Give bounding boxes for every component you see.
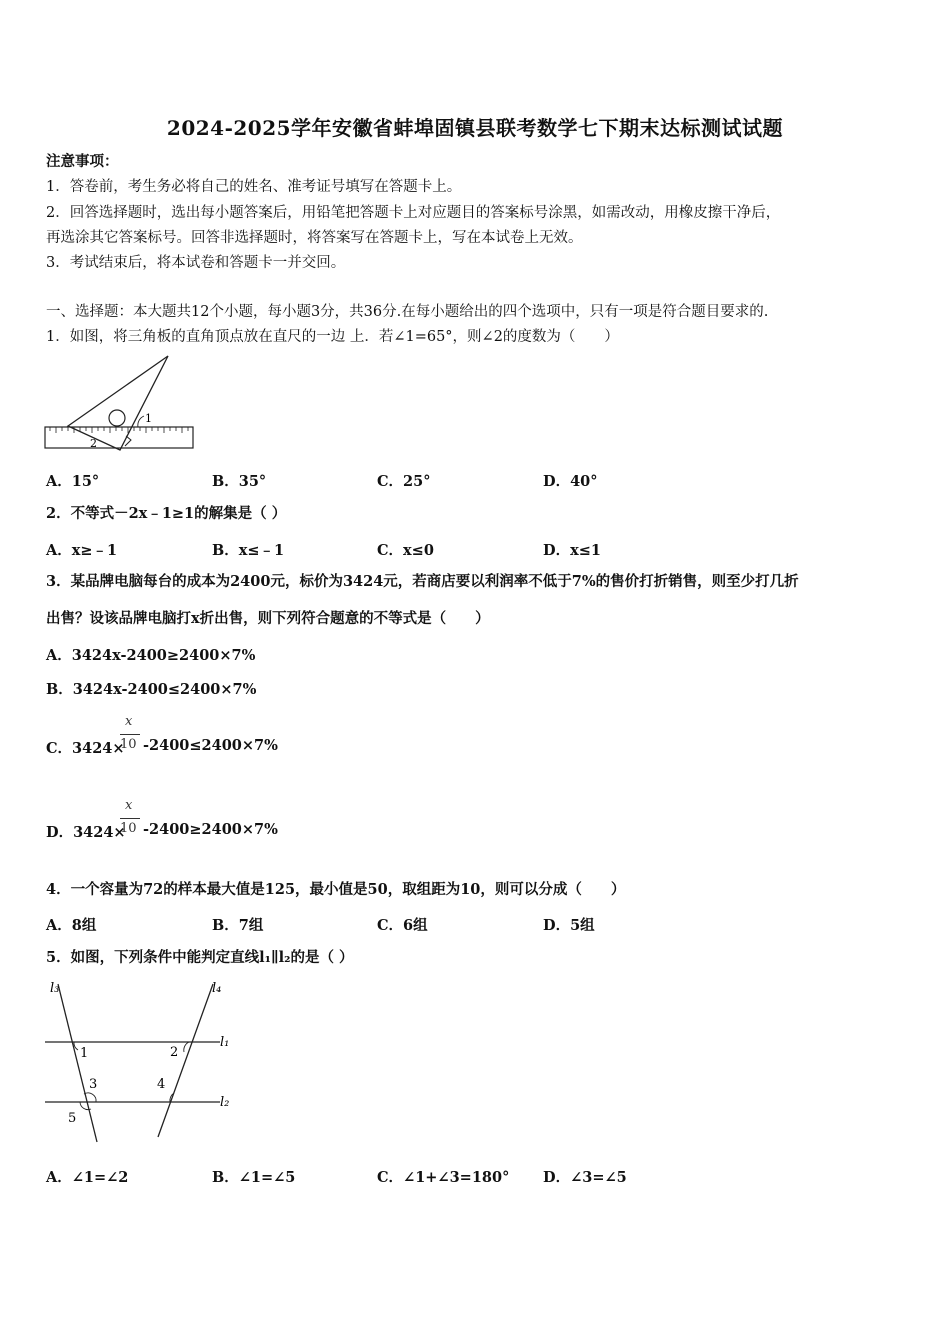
angle-1-label: 1 xyxy=(80,1046,89,1061)
option-d-suffix: -2400≥2400×7% xyxy=(143,821,278,838)
line-l3 xyxy=(58,984,97,1142)
label-l4: l₄ xyxy=(212,981,222,996)
notice-item: 3．考试结束后，将本试卷和答题卡一并交回。 xyxy=(46,255,346,271)
option-c: C．x≤0 xyxy=(377,542,434,559)
fraction-denominator: 10 xyxy=(120,737,137,752)
line-l4 xyxy=(158,984,213,1137)
fraction-numerator: x xyxy=(125,798,133,813)
notice-heading: 注意事项： xyxy=(46,153,119,170)
ruler xyxy=(45,427,193,448)
option-d: D．40° xyxy=(543,473,598,490)
question-5-stem: 5．如图，下列条件中能判定直线l₁∥l₂的是（ ） xyxy=(46,949,354,966)
label-l3: l₃ xyxy=(50,981,60,996)
notice-item: 2．回答选择题时，选出每小题答案后，用铅笔把答题卡上对应题目的答案标号涂黑，如需改动，用橡皮擦干净后， xyxy=(46,205,781,221)
option-c-prefix: C．3424× xyxy=(46,740,125,757)
option-d-prefix: D．3424× xyxy=(46,824,126,841)
question-5-figure xyxy=(40,972,240,1147)
question-1-figure xyxy=(44,352,196,454)
notice-item: 再选涂其它答案标号。回答非选择题时，将答案写在答题卡上，写在本试卷上无效。 xyxy=(46,230,583,246)
question-1-stem: 1．如图，将三角板的直角顶点放在直尺的一边 上．若∠1=65°，则∠2的度数为（ ） xyxy=(46,329,619,345)
option-c: C．6组 xyxy=(377,917,428,934)
option-a: A．8组 xyxy=(46,917,97,934)
option-d: D．x≤1 xyxy=(543,542,601,559)
option-d: D．∠3=∠5 xyxy=(543,1169,627,1186)
page-title: 2024-2025学年安徽省蚌埠固镇县联考数学七下期末达标测试试题 xyxy=(166,116,784,140)
label-l1: l₁ xyxy=(220,1035,230,1050)
fraction-denominator: 10 xyxy=(120,821,137,836)
option-b: B．∠1=∠5 xyxy=(212,1169,296,1186)
option-b: B．3424x-2400≤2400×7% xyxy=(46,681,257,698)
option-a: A．x≥﹣1 xyxy=(46,542,118,559)
angle-5-label: 5 xyxy=(68,1111,77,1126)
notice-item: 1．答卷前，考生务必将自己的姓名、准考证号填写在答题卡上。 xyxy=(46,179,462,195)
option-b: B．x≤﹣1 xyxy=(212,542,285,559)
triangle-board xyxy=(68,356,168,450)
option-c-suffix: -2400≤2400×7% xyxy=(143,737,278,754)
section-heading: 一、选择题：本大题共12个小题，每小题3分，共36分.在每小题给出的四个选项中，只有一项是符合题目要求的. xyxy=(46,304,769,320)
angle-1-label: 1 xyxy=(145,412,152,425)
option-a: A．∠1=∠2 xyxy=(46,1169,129,1186)
option-b: B．7组 xyxy=(212,917,264,934)
option-c: C．∠1+∠3=180° xyxy=(377,1169,510,1186)
option-d: D．5组 xyxy=(543,917,595,934)
option-b: B．35° xyxy=(212,473,267,490)
option-a: A．3424x-2400≥2400×7% xyxy=(46,647,256,664)
question-3-stem-line1: 3．某品牌电脑每台的成本为2400元，标价为3424元，若商店要以利润率不低于7%的售价打折销售，则至少打几折 xyxy=(46,573,799,590)
question-3-stem-line2: 出售？设该品牌电脑打x折出售，则下列符合题意的不等式是（ ） xyxy=(46,610,490,627)
label-l2: l₂ xyxy=(220,1095,230,1110)
fraction-numerator: x xyxy=(125,714,133,729)
question-4-stem: 4．一个容量为72的样本最大值是125，最小值是50，取组距为10，则可以分成（ ） xyxy=(46,881,626,898)
fraction-bar xyxy=(120,818,140,819)
option-a: A．15° xyxy=(46,473,100,490)
triangle-hole xyxy=(109,410,125,426)
angle-2-label: 2 xyxy=(170,1045,179,1060)
option-c: C．25° xyxy=(377,473,431,490)
angle-2-label: 2 xyxy=(90,437,97,450)
angle-4-label: 4 xyxy=(157,1077,166,1092)
question-2-stem: 2．不等式－2x﹣1≥1的解集是（ ） xyxy=(46,505,287,522)
fraction-bar xyxy=(120,734,140,735)
angle-3-label: 3 xyxy=(89,1077,98,1092)
